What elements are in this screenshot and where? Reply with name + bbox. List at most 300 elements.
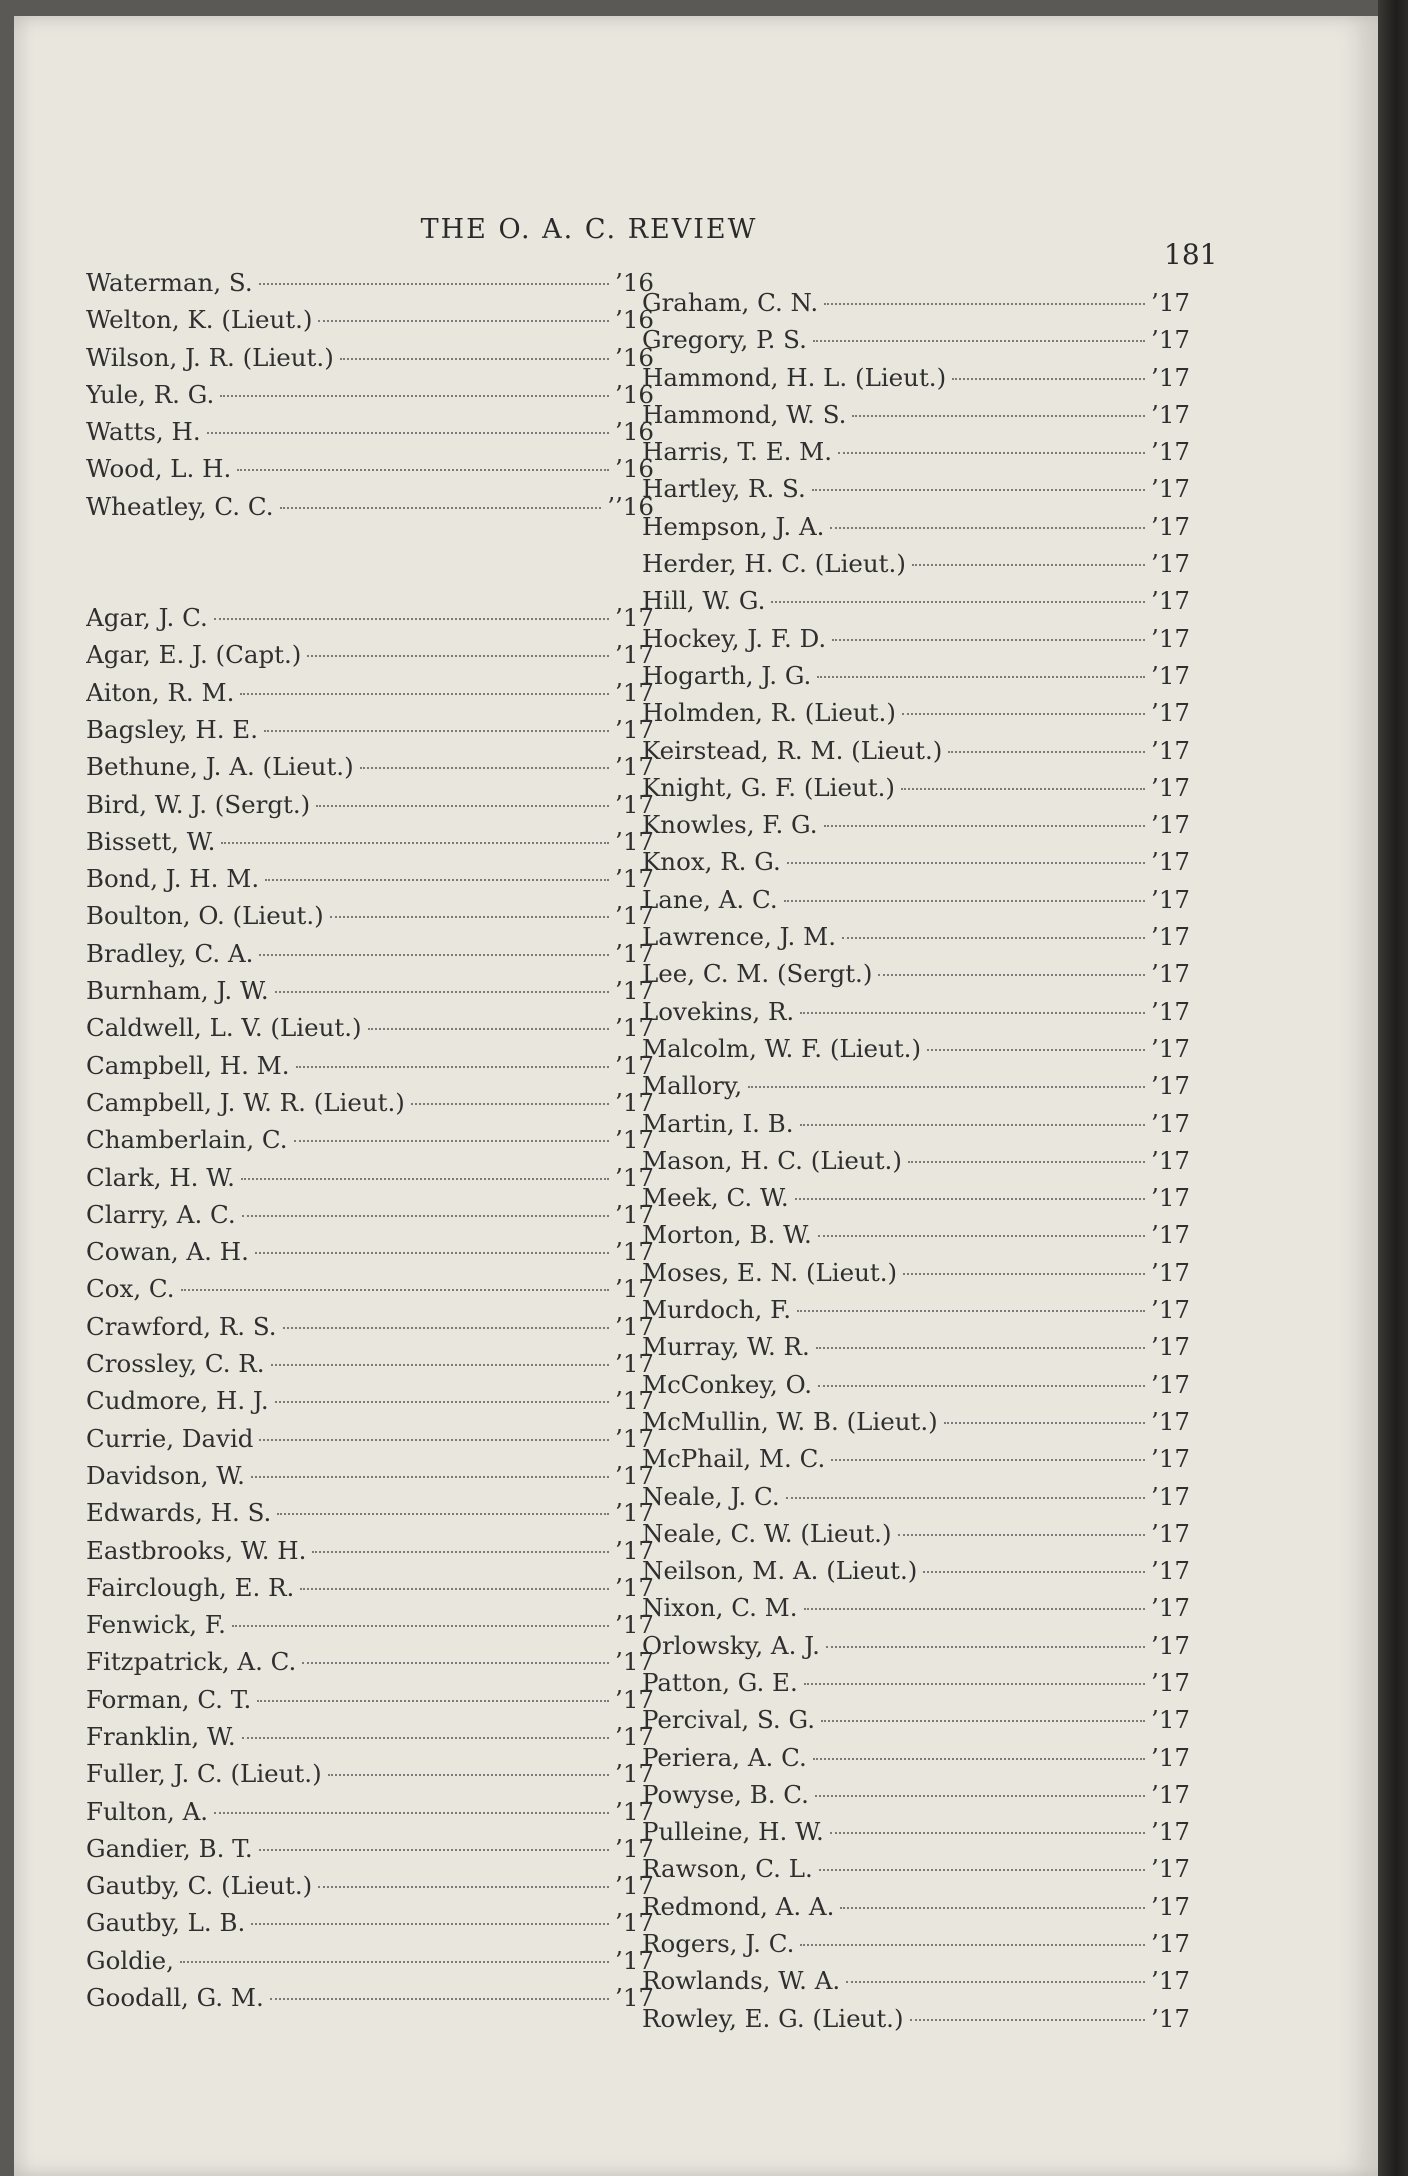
dot-leader <box>813 1758 1145 1760</box>
dot-leader <box>312 1551 609 1553</box>
entry-year: ’17 <box>1151 660 1190 690</box>
dot-leader <box>898 1534 1146 1536</box>
roster-entry <box>642 1705 1190 1742</box>
entry-year: ’17 <box>615 714 654 744</box>
dot-leader <box>318 320 609 322</box>
entry-year: ’17 <box>1151 2003 1190 2033</box>
dot-leader <box>912 564 1145 566</box>
entry-year: ’17 <box>1151 1518 1190 1548</box>
entry-year: ’17 <box>1151 288 1190 317</box>
dot-leader <box>797 1310 1145 1312</box>
entry-name: Percival, S. G. <box>642 1705 815 1735</box>
dot-leader <box>817 676 1145 678</box>
dot-leader <box>257 1700 609 1702</box>
roster-entry <box>86 1722 654 1759</box>
dot-leader <box>842 937 1145 939</box>
dot-leader <box>815 1795 1145 1797</box>
entry-year: ’17 <box>1151 698 1190 728</box>
entry-name: McMullin, W. B. (Lieut.) <box>642 1406 938 1436</box>
entry-name: Waterman, S. <box>86 268 253 297</box>
roster-entry <box>86 454 654 491</box>
entry-name: McConkey, O. <box>642 1369 813 1399</box>
roster-list-1916 <box>86 268 654 529</box>
entry-year: ’17 <box>1151 1929 1190 1959</box>
dot-leader <box>952 378 1145 380</box>
dot-leader <box>831 1459 1145 1461</box>
entry-name: Hempson, J. A. <box>642 511 825 541</box>
dot-leader <box>294 1140 609 1142</box>
entry-name: Hockey, J. F. D. <box>642 623 827 653</box>
entry-year: ’17 <box>1151 810 1190 840</box>
entry-year: ’17 <box>615 1796 654 1826</box>
entry-name: Murdoch, F. <box>642 1295 792 1325</box>
dot-leader <box>819 1869 1145 1871</box>
entry-year: ’17 <box>615 1535 654 1565</box>
entry-name: Harris, T. E. M. <box>642 437 833 467</box>
entry-name: Lee, C. M. (Sergt.) <box>642 959 873 989</box>
roster-entry <box>86 1088 654 1125</box>
roster-entry <box>642 1556 1190 1593</box>
roster-entry <box>642 1258 1190 1295</box>
entry-name: Fulton, A. <box>86 1796 209 1826</box>
dot-leader <box>271 1364 609 1366</box>
entry-name: Bradley, C. A. <box>86 938 254 968</box>
page-number: 181 <box>1164 238 1218 271</box>
dot-leader <box>270 1998 609 2000</box>
entry-name: Mallory, <box>642 1071 743 1101</box>
entry-year: ’16 <box>615 268 654 297</box>
entry-name: Fenwick, F. <box>86 1610 226 1640</box>
dot-leader <box>787 862 1145 864</box>
entry-year: ’17 <box>1151 1108 1190 1138</box>
entry-year: ’17 <box>615 789 654 819</box>
roster-entry <box>86 417 654 454</box>
dot-leader <box>812 489 1145 491</box>
entry-name: Knox, R. G. <box>642 847 781 877</box>
roster-entry <box>642 1482 1190 1519</box>
entry-year: ’17 <box>1151 1817 1190 1847</box>
entry-year: ’17 <box>615 1572 654 1602</box>
roster-entry <box>86 1386 654 1423</box>
entry-year: ’17 <box>1151 772 1190 802</box>
entry-year: ’17 <box>1151 1630 1190 1660</box>
roster-entry <box>642 363 1190 400</box>
entry-name: Gautby, L. B. <box>86 1908 246 1938</box>
entry-year: ’17 <box>615 1647 654 1677</box>
roster-entry <box>86 1871 654 1908</box>
entry-name: Edwards, H. S. <box>86 1498 272 1528</box>
entry-name: Goodall, G. M. <box>86 1983 264 2013</box>
entry-year: ’17 <box>615 1050 654 1080</box>
entry-name: Hill, W. G. <box>642 586 766 616</box>
entry-year: ’17 <box>1151 474 1190 504</box>
entry-year: ’17 <box>615 1684 654 1714</box>
entry-name: Forman, C. T. <box>86 1684 252 1714</box>
roster-entry <box>86 864 654 901</box>
dot-leader <box>840 1907 1145 1909</box>
entry-year: ’17 <box>1151 1220 1190 1250</box>
roster-entry <box>86 1983 654 2020</box>
dot-leader <box>251 1476 609 1478</box>
dot-leader <box>232 1625 609 1627</box>
dot-leader <box>923 1571 1145 1573</box>
roster-entry <box>642 586 1190 623</box>
roster-entry <box>642 1444 1190 1481</box>
entry-year: ’17 <box>615 864 654 894</box>
entry-year: ’17 <box>615 1945 654 1975</box>
entry-name: Knight, G. F. (Lieut.) <box>642 772 895 802</box>
entry-name: Caldwell, L. V. (Lieut.) <box>86 1013 362 1043</box>
roster-entry <box>86 603 654 640</box>
dot-leader <box>241 1178 609 1180</box>
roster-entry <box>86 492 654 529</box>
dot-leader <box>220 395 609 397</box>
dot-leader <box>852 415 1145 417</box>
dot-leader <box>280 507 602 509</box>
roster-entry <box>86 1834 654 1871</box>
entry-name: Goldie, <box>86 1945 174 1975</box>
entry-year: ’17 <box>615 1274 654 1304</box>
entry-name: Fairclough, E. R. <box>86 1572 295 1602</box>
dot-leader <box>910 2019 1145 2021</box>
dot-leader <box>786 1497 1145 1499</box>
entry-year: ’17 <box>1151 1145 1190 1175</box>
entry-name: Cowan, A. H. <box>86 1237 249 1267</box>
dot-leader <box>368 1028 609 1030</box>
entry-year: ’17 <box>1151 1891 1190 1921</box>
dot-leader <box>340 358 609 360</box>
entry-year: ’17 <box>615 826 654 856</box>
roster-entry <box>642 1295 1190 1332</box>
entry-name: Powyse, B. C. <box>642 1779 809 1809</box>
entry-name: Bissett, W. <box>86 826 216 856</box>
dot-leader <box>259 1439 609 1441</box>
entry-name: Morton, B. W. <box>642 1220 812 1250</box>
entry-year: ’17 <box>615 938 654 968</box>
roster-entry <box>642 810 1190 847</box>
entry-name: Fitzpatrick, A. C. <box>86 1647 297 1677</box>
entry-year: ’17 <box>615 1460 654 1490</box>
entry-year: ’17 <box>1151 884 1190 914</box>
roster-entry <box>86 1312 654 1349</box>
entry-name: Boulton, O. (Lieut.) <box>86 901 324 931</box>
roster-entry <box>642 1743 1190 1780</box>
entry-name: Pulleine, H. W. <box>642 1817 824 1847</box>
entry-year: ’17 <box>615 1386 654 1416</box>
roster-entry <box>642 288 1190 325</box>
dot-leader <box>800 1124 1146 1126</box>
entry-year: ’17 <box>615 1908 654 1938</box>
dot-leader <box>275 1401 609 1403</box>
entry-name: Rowlands, W. A. <box>642 1966 841 1996</box>
entry-name: Aiton, R. M. <box>86 677 235 707</box>
roster-entry <box>642 1034 1190 1071</box>
entry-name: Bethune, J. A. (Lieut.) <box>86 752 354 782</box>
entry-name: Agar, J. C. <box>86 603 208 633</box>
entry-year: ’17 <box>1151 1556 1190 1586</box>
entry-name: Eastbrooks, W. H. <box>86 1535 307 1565</box>
roster-entry <box>86 343 654 380</box>
entry-year: ’17 <box>1151 959 1190 989</box>
roster-entry <box>642 437 1190 474</box>
roster-entry <box>642 400 1190 437</box>
entry-name: Davidson, W. <box>86 1460 245 1490</box>
entry-year: ’17 <box>615 1498 654 1528</box>
section-gap <box>86 529 654 603</box>
entry-name: Keirstead, R. M. (Lieut.) <box>642 735 943 765</box>
dot-leader <box>259 954 609 956</box>
entry-name: Cox, C. <box>86 1274 175 1304</box>
roster-entry <box>86 1163 654 1200</box>
entry-name: Hogarth, J. G. <box>642 660 812 690</box>
roster-list-1917-left <box>86 603 654 2020</box>
roster-entry <box>86 1461 654 1498</box>
dot-leader <box>242 1737 609 1739</box>
roster-entry <box>642 1109 1190 1146</box>
roster-entry <box>86 380 654 417</box>
roster-entry <box>642 1183 1190 1220</box>
entry-year: ’17 <box>615 1237 654 1267</box>
roster-entry <box>86 268 654 305</box>
dot-leader <box>821 1720 1145 1722</box>
entry-year: ’17 <box>1151 1295 1190 1325</box>
entry-year: ’17 <box>615 1833 654 1863</box>
entry-year: ’17 <box>615 1423 654 1453</box>
entry-year: ’17 <box>1151 1183 1190 1213</box>
dot-leader <box>283 1327 609 1329</box>
entry-year: ’17 <box>1151 1033 1190 1063</box>
entry-name: Crossley, C. R. <box>86 1349 265 1379</box>
dot-leader <box>795 1198 1145 1200</box>
entry-name: Wilson, J. R. (Lieut.) <box>86 342 334 372</box>
entry-year: ’17 <box>1151 1854 1190 1884</box>
entry-year: ’16 <box>615 454 654 484</box>
entry-name: Bagsley, H. E. <box>86 714 258 744</box>
entry-year: ’17 <box>1151 623 1190 653</box>
right-column <box>642 288 1190 2041</box>
entry-name: Clarry, A. C. <box>86 1199 236 1229</box>
left-column <box>86 268 654 2020</box>
entry-name: Patton, G. E. <box>642 1667 798 1697</box>
roster-entry <box>86 678 654 715</box>
roster-entry <box>86 752 654 789</box>
entry-year: ’17 <box>1151 325 1190 355</box>
dot-leader <box>328 1774 609 1776</box>
entry-year: ’17 <box>615 1013 654 1043</box>
dot-leader <box>830 1832 1145 1834</box>
entry-name: Periera, A. C. <box>642 1742 807 1772</box>
roster-entry <box>642 1146 1190 1183</box>
roster-entry <box>86 1797 654 1834</box>
dot-leader <box>832 639 1145 641</box>
roster-entry <box>642 1817 1190 1854</box>
entry-name: Redmond, A. A. <box>642 1891 835 1921</box>
entry-name: Lawrence, J. M. <box>642 922 837 952</box>
roster-entry <box>642 2004 1190 2041</box>
roster-entry <box>86 1051 654 1088</box>
dot-leader <box>824 303 1145 305</box>
roster-entry <box>86 715 654 752</box>
roster-entry <box>642 1668 1190 1705</box>
dot-leader <box>804 1683 1145 1685</box>
entry-year: ’17 <box>1151 1705 1190 1735</box>
entry-name: Moses, E. N. (Lieut.) <box>642 1257 898 1287</box>
entry-name: Crawford, R. S. <box>86 1311 277 1341</box>
roster-entry <box>86 1424 654 1461</box>
entry-name: Gandier, B. T. <box>86 1833 253 1863</box>
entry-name: Graham, C. N. <box>642 288 819 317</box>
roster-entry <box>642 549 1190 586</box>
entry-name: Lane, A. C. <box>642 884 778 914</box>
entry-year: ’17 <box>1151 1779 1190 1809</box>
roster-entry <box>86 1536 654 1573</box>
entry-year: ’17 <box>1151 586 1190 616</box>
entry-name: Wheatley, C. C. <box>86 491 274 521</box>
entry-year: ’17 <box>1151 549 1190 579</box>
roster-entry <box>642 847 1190 884</box>
entry-name: Franklin, W. <box>86 1721 236 1751</box>
roster-entry <box>642 922 1190 959</box>
dot-leader <box>264 730 609 732</box>
roster-entry <box>642 698 1190 735</box>
entry-name: Neale, J. C. <box>642 1481 780 1511</box>
entry-name: Knowles, F. G. <box>642 810 818 840</box>
entry-name: Hammond, W. S. <box>642 399 847 429</box>
entry-name: Rawson, C. L. <box>642 1854 813 1884</box>
entry-year: ’17 <box>1151 399 1190 429</box>
roster-entry <box>642 1071 1190 1108</box>
entry-name: Watts, H. <box>86 417 201 447</box>
entry-year: ’17 <box>1151 1481 1190 1511</box>
entry-name: Mason, H. C. (Lieut.) <box>642 1145 902 1175</box>
entry-name: Campbell, J. W. R. (Lieut.) <box>86 1087 405 1117</box>
roster-entry <box>642 1892 1190 1929</box>
roster-entry <box>642 1407 1190 1444</box>
roster-entry <box>86 901 654 938</box>
entry-year: ’17 <box>615 901 654 931</box>
roster-entry <box>642 1780 1190 1817</box>
entry-name: Wood, L. H. <box>86 454 232 484</box>
roster-entry <box>642 1519 1190 1556</box>
dot-leader <box>826 1646 1145 1648</box>
roster-entry <box>642 885 1190 922</box>
roster-entry <box>642 512 1190 549</box>
entry-name: Currie, David <box>86 1423 254 1453</box>
entry-name: Agar, E. J. (Capt.) <box>86 640 302 670</box>
dot-leader <box>318 1886 609 1888</box>
roster-list-1917-right <box>642 288 1190 2041</box>
entry-year: ’17 <box>615 752 654 782</box>
entry-year: ’17 <box>1151 1332 1190 1362</box>
roster-entry <box>86 1908 654 1945</box>
entry-name: Welton, K. (Lieut.) <box>86 305 313 335</box>
dot-leader <box>181 1289 609 1291</box>
entry-name: Rogers, J. C. <box>642 1929 795 1959</box>
entry-year: ’16 <box>615 417 654 447</box>
roster-entry <box>642 624 1190 661</box>
entry-year: ’17 <box>615 976 654 1006</box>
roster-entry <box>642 959 1190 996</box>
roster-entry <box>86 790 654 827</box>
entry-year: ’17 <box>615 677 654 707</box>
roster-entry <box>642 997 1190 1034</box>
dot-leader <box>800 1944 1145 1946</box>
entry-name: Campbell, H. M. <box>86 1050 290 1080</box>
roster-entry <box>86 1013 654 1050</box>
entry-year: ’16 <box>615 342 654 372</box>
dot-leader <box>251 1923 609 1925</box>
dot-leader <box>816 1347 1145 1349</box>
dot-leader <box>360 767 609 769</box>
dot-leader <box>259 1849 609 1851</box>
entry-name: Lovekins, R. <box>642 996 795 1026</box>
entry-name: Clark, H. W. <box>86 1162 235 1192</box>
dot-leader <box>804 1608 1146 1610</box>
entry-year: ’’16 <box>607 491 654 521</box>
roster-entry <box>642 325 1190 362</box>
dot-leader <box>838 452 1145 454</box>
entry-year: ’16 <box>615 379 654 409</box>
dot-leader <box>830 527 1145 529</box>
dot-leader <box>265 879 609 881</box>
roster-entry <box>642 1332 1190 1369</box>
roster-entry <box>86 1498 654 1535</box>
entry-year: ’17 <box>1151 996 1190 1026</box>
entry-name: Herder, H. C. (Lieut.) <box>642 549 906 579</box>
entry-name: Murray, W. R. <box>642 1332 810 1362</box>
dot-leader <box>818 1235 1145 1237</box>
entry-year: ’17 <box>1151 362 1190 392</box>
entry-year: ’17 <box>1151 1406 1190 1436</box>
dot-leader <box>784 900 1145 902</box>
dot-leader <box>818 1385 1145 1387</box>
dot-leader <box>300 1588 609 1590</box>
entry-year: ’17 <box>1151 1071 1190 1101</box>
entry-year: ’17 <box>1151 1966 1190 1996</box>
roster-entry <box>642 661 1190 698</box>
dot-leader <box>908 1161 1145 1163</box>
entry-year: ’17 <box>1151 1369 1190 1399</box>
entry-name: Neale, C. W. (Lieut.) <box>642 1518 892 1548</box>
roster-entry <box>86 1200 654 1237</box>
roster-entry <box>86 1573 654 1610</box>
dot-leader <box>902 713 1145 715</box>
roster-entry <box>86 640 654 677</box>
roster-entry <box>642 736 1190 773</box>
entry-year: ’17 <box>615 640 654 670</box>
dot-leader <box>221 842 609 844</box>
roster-entry <box>86 827 654 864</box>
dot-leader <box>824 825 1145 827</box>
entry-year: ’17 <box>615 1125 654 1155</box>
dot-leader <box>242 1215 609 1217</box>
entry-name: Neilson, M. A. (Lieut.) <box>642 1556 918 1586</box>
entry-year: ’16 <box>615 305 654 335</box>
entry-year: ’17 <box>615 603 654 633</box>
entry-year: ’17 <box>1151 847 1190 877</box>
entry-name: Hammond, H. L. (Lieut.) <box>642 362 947 392</box>
roster-entry <box>86 1349 654 1386</box>
dot-leader <box>296 1066 610 1068</box>
entry-year: ’17 <box>615 1983 654 2013</box>
roster-entry <box>642 1631 1190 1668</box>
entry-year: ’17 <box>1151 1257 1190 1287</box>
dot-leader <box>878 974 1145 976</box>
roster-entry <box>642 1370 1190 1407</box>
entry-name: Bird, W. J. (Sergt.) <box>86 789 311 819</box>
entry-name: Burnham, J. W. <box>86 976 269 1006</box>
roster-entry <box>642 1593 1190 1630</box>
